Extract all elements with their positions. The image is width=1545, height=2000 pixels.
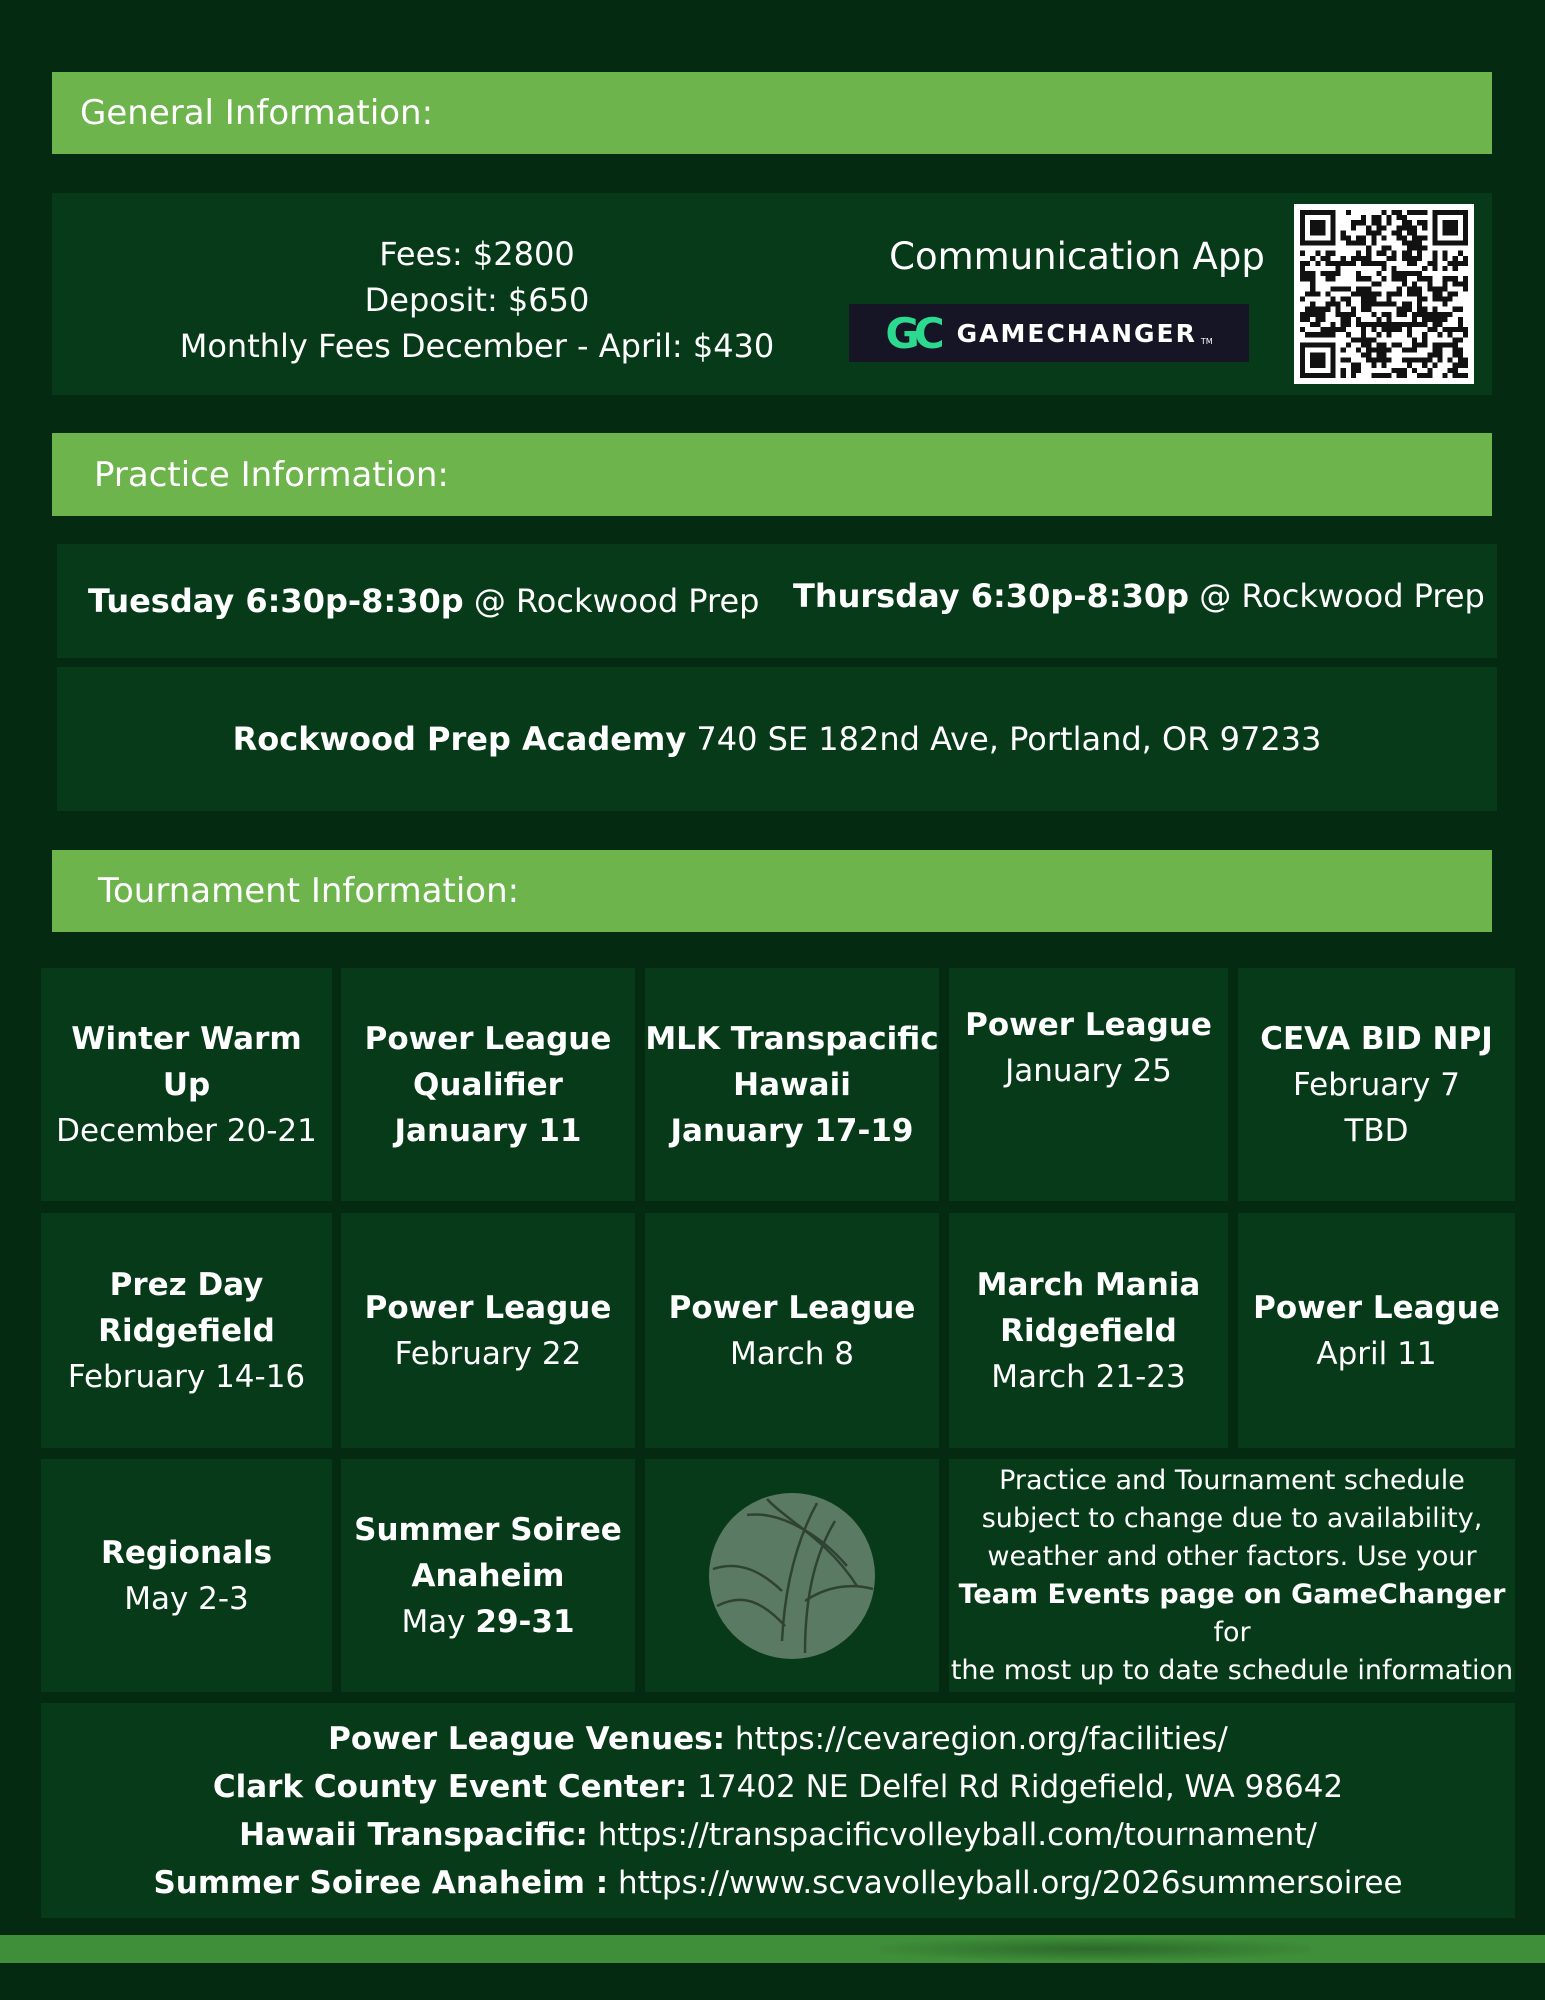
tournament-name: Power League — [1253, 1289, 1500, 1326]
schedule-disclaimer — [949, 1459, 1515, 1692]
venue-label: Clark County Event Center: — [212, 1768, 688, 1805]
gamechanger-logo[interactable] — [849, 304, 1249, 362]
tournament-name: Ridgefield — [98, 1312, 275, 1349]
practice-tuesday-location: @ Rockwood Prep — [463, 582, 760, 620]
disclaimer-line: the most up to date schedule information — [950, 1654, 1514, 1686]
footer-accent — [880, 1938, 1310, 1960]
tournament-card — [1238, 1213, 1515, 1448]
tournament-date: February 14-16 — [67, 1358, 306, 1395]
tournament-name: Anaheim — [411, 1557, 565, 1594]
tournament-date — [401, 1599, 574, 1645]
tournament-card — [645, 968, 939, 1201]
tournament-name: Ridgefield — [1000, 1312, 1177, 1349]
volleyball-tile — [645, 1459, 939, 1692]
tournament-location: TBD — [1344, 1112, 1409, 1149]
practice-schedule-panel — [57, 544, 1497, 658]
practice-venue-address: 740 SE 182nd Ave, Portland, OR 97233 — [686, 720, 1322, 758]
tournament-date: May 2-3 — [124, 1580, 249, 1617]
section-title: Tournament Information: — [98, 871, 520, 911]
disclaimer-line: Practice and Tournament schedule — [999, 1464, 1465, 1496]
venue-label: Hawaii Transpacific: — [239, 1816, 588, 1853]
tournament-date: April 11 — [1316, 1335, 1437, 1372]
tournament-card — [41, 1459, 332, 1692]
tournament-date: March 21-23 — [991, 1358, 1186, 1395]
tournament-name: Power League — [364, 1020, 612, 1057]
practice-tuesday — [88, 582, 759, 620]
practice-thursday-time: Thursday 6:30p-8:30p — [793, 577, 1190, 615]
venue-link[interactable]: https://transpacificvolleyball.com/tournament/ — [587, 1816, 1317, 1853]
fees-total: Fees: $2800 — [379, 235, 575, 273]
gamechanger-wordmark: GAMECHANGER — [956, 318, 1197, 348]
tournament-date: January 25 — [1005, 1053, 1172, 1089]
venue-address: 17402 NE Delfel Rd Ridgefield, WA 98642 — [687, 1768, 1344, 1805]
tournament-name: Prez Day — [109, 1266, 264, 1303]
venue-link[interactable]: https://www.scvavolleyball.org/2026summersoiree — [608, 1864, 1403, 1901]
general-information-header — [52, 72, 1492, 154]
venue-line — [153, 1859, 1402, 1907]
practice-tuesday-time: Tuesday 6:30p-8:30p — [88, 582, 464, 620]
tournament-date: February 7 — [1293, 1066, 1460, 1103]
tournament-card — [645, 1213, 939, 1448]
practice-thursday — [793, 577, 1485, 615]
practice-venue-panel — [57, 667, 1497, 811]
venue-links-panel — [41, 1703, 1515, 1918]
tournament-card — [341, 1213, 635, 1448]
tournament-name: Summer Soiree — [354, 1511, 622, 1548]
venue-line — [213, 1763, 1343, 1811]
tournament-name: Power League — [668, 1289, 916, 1326]
tournament-card — [41, 968, 332, 1201]
practice-venue-name: Rockwood Prep Academy — [232, 720, 687, 758]
tournament-date-month: May — [401, 1603, 476, 1640]
tournament-card — [41, 1213, 332, 1448]
section-title: Practice Information: — [94, 454, 449, 495]
tournament-card — [1238, 968, 1515, 1201]
footer-bar — [0, 1935, 1545, 1963]
team-events-link[interactable]: Team Events page on GameChanger — [958, 1578, 1506, 1610]
tournament-name: Winter Warm — [71, 1020, 302, 1057]
venue-label: Power League Venues: — [328, 1720, 726, 1757]
tournament-name: Power League — [965, 1007, 1212, 1043]
tournament-name: MLK Transpacific — [645, 1020, 939, 1057]
tournament-date: March 8 — [729, 1335, 855, 1372]
disclaimer-line: Team Events page on GameChanger for — [958, 1578, 1506, 1648]
qr-code-icon[interactable] — [1294, 204, 1474, 384]
general-information-panel — [52, 193, 1492, 395]
tournament-card — [341, 968, 635, 1201]
trademark-mark: TM — [1200, 337, 1213, 346]
fees-deposit: Deposit: $650 — [364, 281, 590, 319]
practice-information-header — [52, 433, 1492, 516]
tournament-name: Qualifier — [413, 1066, 563, 1103]
tournament-card — [341, 1459, 635, 1692]
venue-line — [239, 1811, 1317, 1859]
tournament-date: January 17-19 — [670, 1112, 914, 1149]
tournament-name: Up — [162, 1066, 211, 1103]
tournament-name: March Mania — [976, 1266, 1201, 1303]
tournament-name: Hawaii — [733, 1066, 851, 1103]
tournament-date: January 11 — [394, 1112, 582, 1149]
venue-link[interactable]: https://cevaregion.org/facilities/ — [725, 1720, 1228, 1757]
communication-app-title: Communication App — [889, 235, 1265, 278]
tournament-name: CEVA BID NPJ — [1260, 1020, 1493, 1057]
tournament-date: December 20-21 — [56, 1112, 317, 1149]
practice-thursday-location: @ Rockwood Prep — [1189, 577, 1485, 615]
tournament-name: Regionals — [100, 1534, 273, 1571]
tournament-date: February 22 — [394, 1335, 582, 1372]
tournament-information-header — [52, 850, 1492, 932]
disclaimer-line: subject to change due to availability, — [981, 1502, 1483, 1534]
tournament-card — [949, 968, 1228, 1201]
tournament-date-days: 29-31 — [475, 1603, 575, 1640]
tournament-name: Power League — [364, 1289, 612, 1326]
venue-label: Summer Soiree Anaheim : — [153, 1864, 609, 1901]
disclaimer-line: weather and other factors. Use your — [987, 1540, 1477, 1572]
tournament-card — [949, 1213, 1228, 1448]
fees-monthly: Monthly Fees December - April: $430 — [179, 327, 775, 365]
practice-venue — [233, 720, 1322, 758]
gamechanger-mark-icon: GC — [885, 308, 939, 358]
section-title: General Information: — [80, 93, 434, 133]
fees-block — [152, 231, 802, 369]
volleyball-icon — [707, 1491, 877, 1661]
venue-line — [328, 1715, 1228, 1763]
